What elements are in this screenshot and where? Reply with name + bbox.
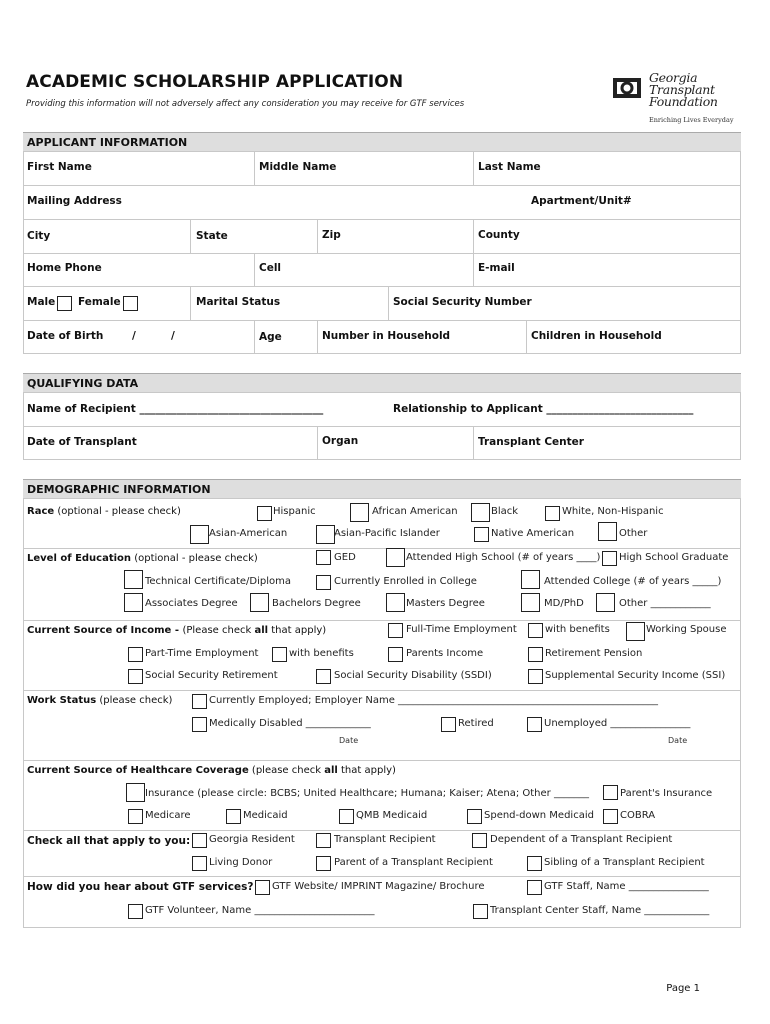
edu-enrolled-college-checkbox[interactable] <box>316 575 331 590</box>
middle-name-label: Middle Name <box>259 161 337 173</box>
apply-sibling-label: Sibling of a Transplant Recipient <box>544 857 705 868</box>
health-medicaid-checkbox[interactable] <box>226 809 241 824</box>
male-label: Male <box>27 296 56 308</box>
income-ssi-label: Supplemental Security Income (SSI) <box>545 670 726 681</box>
hear-volunteer-label: GTF Volunteer, Name ________________________ <box>145 905 375 916</box>
work-unemployed-checkbox[interactable] <box>527 717 542 732</box>
race-asian-american-checkbox[interactable] <box>190 525 209 544</box>
work-disabled-checkbox[interactable] <box>192 717 207 732</box>
ssn-label: Social Security Number <box>393 296 532 308</box>
relationship-label: Relationship to Applicant ____________________________ <box>393 403 694 415</box>
age-label: Age <box>259 331 282 343</box>
unemployed-date-caption: Date <box>668 736 688 745</box>
county-label: County <box>478 229 520 241</box>
work-employed-checkbox[interactable] <box>192 694 207 709</box>
edu-other-checkbox[interactable] <box>596 593 615 612</box>
income-ss-retirement-checkbox[interactable] <box>128 669 143 684</box>
income-parttime-checkbox[interactable] <box>128 647 143 662</box>
qualifying-section-header: QUALIFYING DATA <box>23 373 741 392</box>
edu-ged-checkbox[interactable] <box>316 550 331 565</box>
race-black-label: Black <box>491 506 519 517</box>
income-working-spouse-checkbox[interactable] <box>626 622 645 641</box>
health-spenddown-label: Spend-down Medicaid <box>484 810 594 821</box>
hear-website-label: GTF Website/ IMPRINT Magazine/ Brochure <box>272 881 485 892</box>
work-unemployed-label: Unemployed ________________ <box>544 718 691 729</box>
income-fulltime-checkbox[interactable] <box>388 623 403 638</box>
hear-volunteer-checkbox[interactable] <box>128 904 143 919</box>
dob-separator: / <box>132 330 136 342</box>
health-cobra-checkbox[interactable] <box>603 809 618 824</box>
race-other-checkbox[interactable] <box>598 522 617 541</box>
health-qmb-label: QMB Medicaid <box>356 810 428 821</box>
transplant-date-label: Date of Transplant <box>27 436 137 448</box>
edu-ged-label: GED <box>334 552 356 563</box>
education-label: Level of Education (optional - please check) <box>27 553 258 564</box>
city-label: City <box>27 230 51 242</box>
mailing-address-label: Mailing Address <box>27 195 122 207</box>
female-checkbox[interactable] <box>123 296 138 311</box>
transplant-center-label: Transplant Center <box>478 436 584 448</box>
hear-center-staff-label: Transplant Center Staff, Name _____________ <box>490 905 710 916</box>
hear-staff-checkbox[interactable] <box>527 880 542 895</box>
health-spenddown-checkbox[interactable] <box>467 809 482 824</box>
applicant-section-header: APPLICANT INFORMATION <box>23 132 741 151</box>
income-fulltime-benefits-checkbox[interactable] <box>528 623 543 638</box>
edu-enrolled-college-label: Currently Enrolled in College <box>334 576 477 587</box>
income-label: Current Source of Income - (Please check all that apply) <box>27 625 327 636</box>
logo-tagline: Enriching Lives Everyday <box>649 116 734 124</box>
edu-mdphd-label: MD/PhD <box>544 598 584 609</box>
hear-center-staff-checkbox[interactable] <box>473 904 488 919</box>
health-insurance-label: Insurance (please circle: BCBS; United Healthcare; Humana; Kaiser; Atena; Other _______ <box>145 788 589 799</box>
race-label: Race (optional - please check) <box>27 506 181 517</box>
cell-label: Cell <box>259 262 282 274</box>
income-parttime-label: Part-Time Employment <box>145 648 259 659</box>
income-fulltime-benefits-label: with benefits <box>545 624 610 635</box>
male-checkbox[interactable] <box>57 296 72 311</box>
apply-dependent-label: Dependent of a Transplant Recipient <box>490 834 673 845</box>
race-african-american-label: African American <box>372 506 458 517</box>
apply-label: Check all that apply to you: <box>27 835 191 847</box>
race-african-american-checkbox[interactable] <box>350 503 369 522</box>
disabled-date-caption: Date <box>339 736 359 745</box>
edu-attended-college-label: Attended College (# of years _____) <box>544 576 722 587</box>
edu-attended-hs-label: Attended High School (# of years ____) <box>406 552 601 563</box>
work-status-label: Work Status (please check) <box>27 695 173 706</box>
num-household-label: Number in Household <box>322 330 451 342</box>
children-household-label: Children in Household <box>531 330 662 342</box>
race-white-checkbox[interactable] <box>545 506 560 521</box>
marital-status-label: Marital Status <box>196 296 281 308</box>
organ-label: Organ <box>322 435 359 447</box>
race-native-american-checkbox[interactable] <box>474 527 489 542</box>
edu-other-label: Other ____________ <box>619 598 711 609</box>
gtf-logo <box>612 72 742 127</box>
edu-associates-label: Associates Degree <box>145 598 238 609</box>
income-retirement-checkbox[interactable] <box>528 647 543 662</box>
income-ss-retirement-label: Social Security Retirement <box>145 670 278 681</box>
female-label: Female <box>78 296 121 308</box>
race-black-checkbox[interactable] <box>471 503 490 522</box>
race-native-american-label: Native American <box>491 528 575 539</box>
hear-staff-label: GTF Staff, Name ________________ <box>544 881 709 892</box>
apply-living-donor-label: Living Donor <box>209 857 273 868</box>
edu-technical-checkbox[interactable] <box>124 570 143 589</box>
edu-bachelors-label: Bachelors Degree <box>272 598 361 609</box>
income-parttime-benefits-checkbox[interactable] <box>272 647 287 662</box>
work-disabled-label: Medically Disabled _____________ <box>209 718 371 729</box>
work-employed-label: Currently Employed; Employer Name ____________________________________________________ <box>209 695 659 706</box>
form-subtitle: Providing this information will not adversely affect any consideration you may receive for GTF services <box>26 99 465 109</box>
race-hispanic-checkbox[interactable] <box>257 506 272 521</box>
demographic-section-header: DEMOGRAPHIC INFORMATION <box>23 479 741 498</box>
hear-website-checkbox[interactable] <box>255 880 270 895</box>
edu-attended-college-checkbox[interactable] <box>521 570 540 589</box>
edu-technical-label: Technical Certificate/Diploma <box>145 576 292 587</box>
health-insurance-checkbox[interactable] <box>126 783 145 802</box>
income-parttime-benefits-label: with benefits <box>289 648 354 659</box>
dob-separator: / <box>171 330 175 342</box>
last-name-label: Last Name <box>478 161 541 173</box>
state-label: State <box>196 230 228 242</box>
logo-text: Georgia Transplant Foundation <box>649 70 718 109</box>
race-other-label: Other <box>619 528 648 539</box>
apply-parent-checkbox[interactable] <box>316 856 331 871</box>
apply-dependent-checkbox[interactable] <box>472 833 487 848</box>
edu-bachelors-checkbox[interactable] <box>250 593 269 612</box>
health-parents-insurance-label: Parent's Insurance <box>620 788 713 799</box>
apply-recipient-checkbox[interactable] <box>316 833 331 848</box>
edu-masters-label: Masters Degree <box>406 598 485 609</box>
edu-mdphd-checkbox[interactable] <box>521 593 540 612</box>
race-white-label: White, Non-Hispanic <box>562 506 664 517</box>
health-parents-insurance-checkbox[interactable] <box>603 785 618 800</box>
gtf-logo-icon <box>612 76 642 100</box>
form-title: ACADEMIC SCHOLARSHIP APPLICATION <box>26 72 404 92</box>
income-retirement-label: Retirement Pension <box>545 648 643 659</box>
apply-ga-resident-checkbox[interactable] <box>192 833 207 848</box>
apply-living-donor-checkbox[interactable] <box>192 856 207 871</box>
health-medicare-checkbox[interactable] <box>128 809 143 824</box>
income-working-spouse-label: Working Spouse <box>646 624 727 635</box>
email-label: E-mail <box>478 262 515 274</box>
apply-ga-resident-label: Georgia Resident <box>209 834 295 845</box>
income-fulltime-label: Full-Time Employment <box>406 624 517 635</box>
apply-parent-label: Parent of a Transplant Recipient <box>334 857 493 868</box>
healthcare-label: Current Source of Healthcare Coverage (please check all that apply) <box>27 765 396 776</box>
work-retired-checkbox[interactable] <box>441 717 456 732</box>
income-ssdi-label: Social Security Disability (SSDI) <box>334 670 492 681</box>
apartment-label: Apartment/Unit# <box>531 195 632 207</box>
hear-label: How did you hear about GTF services? <box>27 881 254 893</box>
edu-hs-grad-label: High School Graduate <box>619 552 729 563</box>
page-number: Page 1 <box>666 983 700 994</box>
recipient-name-label: Name of Recipient ___________________________________ <box>27 403 324 415</box>
race-asian-american-label: Asian-American <box>209 528 288 539</box>
home-phone-label: Home Phone <box>27 262 102 274</box>
income-ssdi-checkbox[interactable] <box>316 669 331 684</box>
apply-recipient-label: Transplant Recipient <box>334 834 436 845</box>
dob-label: Date of Birth <box>27 330 104 342</box>
health-medicare-label: Medicare <box>145 810 191 821</box>
edu-attended-hs-checkbox[interactable] <box>386 548 405 567</box>
health-cobra-label: COBRA <box>620 810 656 821</box>
race-hispanic-label: Hispanic <box>273 506 316 517</box>
income-ssi-checkbox[interactable] <box>528 669 543 684</box>
work-retired-label: Retired <box>458 718 494 729</box>
edu-hs-grad-checkbox[interactable] <box>602 551 617 566</box>
first-name-label: First Name <box>27 161 92 173</box>
health-qmb-checkbox[interactable] <box>339 809 354 824</box>
apply-sibling-checkbox[interactable] <box>527 856 542 871</box>
income-parents-checkbox[interactable] <box>388 647 403 662</box>
edu-masters-checkbox[interactable] <box>386 593 405 612</box>
edu-associates-checkbox[interactable] <box>124 593 143 612</box>
income-parents-label: Parents Income <box>406 648 484 659</box>
race-asian-pacific-label: Asian-Pacific Islander <box>334 528 440 539</box>
zip-label: Zip <box>322 229 341 241</box>
health-medicaid-label: Medicaid <box>243 810 288 821</box>
race-asian-pacific-checkbox[interactable] <box>316 525 335 544</box>
